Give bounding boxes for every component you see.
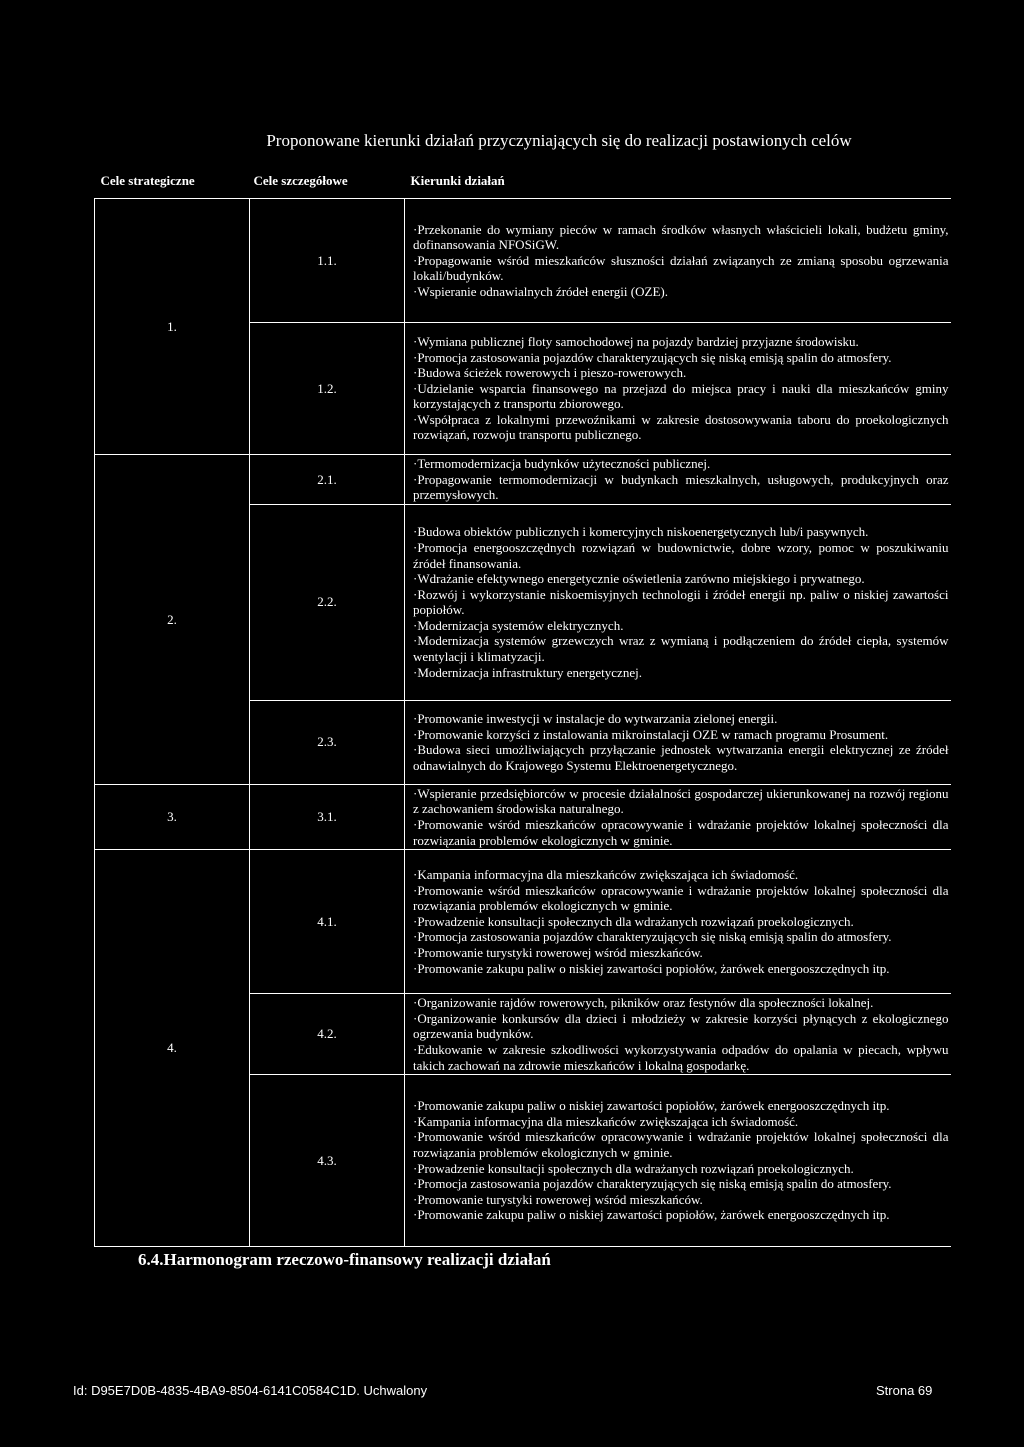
action-item: ·Budowa sieci umożliwiających przyłączanie jednostek wytwarzania energii elektrycznej ze źródeł odnawialnych do Krajowego Systemu Elektroenergetycznego.: [413, 742, 949, 773]
action-item: ·Kampania informacyjna dla mieszkańców zwiększająca ich świadomość.: [413, 867, 799, 883]
action-item: ·Budowa ścieżek rowerowych i pieszo-rowerowych.: [413, 365, 687, 381]
action-item: ·Prowadzenie konsultacji społecznych dla wdrażanych rozwiązań proekologicznych.: [413, 913, 854, 929]
action-directions-cell: [405, 504, 951, 700]
page-title: Proponowane kierunki działań przyczyniających się do realizacji postawionych celów: [266, 131, 852, 150]
action-item: ·Modernizacja infrastruktury energetycznej.: [413, 664, 642, 680]
table-row: [95, 455, 951, 505]
action-item: ·Organizowanie konkursów dla dzieci i młodzieży w zakresie korzyści płynących z ekologicznego ogrzewania budynków.: [413, 1010, 949, 1042]
action-item: ·Promowanie turystyki rowerowej wśród mieszkańców.: [413, 945, 703, 961]
specific-goal-number: 4.2.: [250, 994, 405, 1075]
table-row: [95, 784, 951, 849]
specific-goal-number: 1.2.: [250, 323, 405, 455]
action-directions-cell: [405, 994, 951, 1075]
goals-table: [94, 164, 951, 1247]
document-id: Id: D95E7D0B-4835-4BA9-8504-6141C0584C1D. Uchwalony: [73, 1383, 428, 1398]
action-item: ·Wspieranie przedsiębiorców w procesie działalności gospodarczej ukierunkowanej na rozwój regionu z zachowaniem środowiska naturalnego.: [413, 785, 949, 817]
specific-goal-number: 4.1.: [250, 850, 405, 994]
table-body: [95, 199, 951, 1247]
strategic-goal-number: 1.: [95, 199, 250, 455]
action-directions-cell: [405, 850, 951, 994]
action-item: ·Promowanie zakupu paliw o niskiej zawartości popiołów, żarówek energooszczędnych itp.: [413, 960, 890, 976]
action-item: ·Udzielanie wsparcia finansowego na przejazd do miejsca pracy i nauki dla mieszkańców gminy korzystających z transportu zbiorowego.: [413, 380, 949, 412]
action-item: ·Wymiana publicznej floty samochodowej na pojazdy bardziej przyjazne środowisku.: [413, 333, 859, 349]
action-item: ·Prowadzenie konsultacji społecznych dla wdrażanych rozwiązań proekologicznych.: [413, 1160, 854, 1176]
action-item: ·Promowanie zakupu paliw o niskiej zawartości popiołów, żarówek energooszczędnych itp.: [413, 1207, 890, 1223]
specific-goal-number: 2.3.: [250, 700, 405, 784]
action-item: ·Promowanie wśród mieszkańców opracowywanie i wdrażanie projektów lokalnej społeczności dla rozwiązania problemów ekologicznych w gminie.: [413, 1129, 949, 1161]
action-item: ·Promocja zastosowania pojazdów charakteryzujących się niską emisją spalin do atmosfery.: [413, 349, 892, 365]
header-specific-goals: Cele szczegółowe: [250, 164, 405, 199]
action-item: ·Propagowanie termomodernizacji w budynkach mieszkalnych, usługowych, produkcyjnych oraz przemysłowych.: [413, 471, 949, 503]
table-header-row: [95, 164, 951, 199]
action-item: ·Promowanie wśród mieszkańców opracowywanie i wdrażanie projektów lokalnej społeczności dla rozwiązania problemów ekologicznych w gminie.: [413, 882, 949, 914]
specific-goal-number: 2.1.: [250, 455, 405, 505]
specific-goal-number: 2.2.: [250, 504, 405, 700]
action-item: ·Współpraca z lokalnymi przewoźnikami w zakresie dostosowywania taboru do proekologicznych rozwiązań, rozwoju transportu publicznego.: [413, 411, 949, 443]
action-item: ·Przekonanie do wymiany pieców w ramach środków własnych właścicieli lokali, budżetu gminy, dofinansowania NFOSiGW.: [413, 221, 949, 253]
action-item: ·Budowa obiektów publicznych i komercyjnych niskoenergetycznych lub/i pasywnych.: [413, 524, 869, 540]
strategic-goal-number: 4.: [95, 850, 250, 1247]
action-item: ·Edukowanie w zakresie szkodliwości wykorzystywania odpadów do opalania w piecach, wpływu takich zachowań na zdrowie mieszkańców i lokalną gospodarkę.: [413, 1041, 949, 1073]
action-item: ·Promowanie inwestycji w instalacje do wytwarzania zielonej energii.: [413, 711, 778, 727]
specific-goal-number: 1.1.: [250, 199, 405, 323]
action-directions-cell: [405, 700, 951, 784]
action-directions-cell: [405, 784, 951, 849]
section-heading: 6.4.Harmonogram rzeczowo-finansowy realizacji działań: [138, 1250, 551, 1269]
action-item: ·Modernizacja systemów grzewczych wraz z wymianą i podłączeniem do źródeł ciepła, systemów wentylacji i klimatyzacji.: [413, 633, 949, 665]
action-item: ·Promowanie turystyki rowerowej wśród mieszkańców.: [413, 1191, 703, 1207]
specific-goal-number: 3.1.: [250, 784, 405, 849]
table-row: [95, 199, 951, 323]
header-action-directions: Kierunki działań: [405, 164, 951, 199]
action-item: ·Promocja energooszczędnych rozwiązań w budownictwie, dobre wzory, pomoc w poszukiwaniu źródeł finansowania.: [413, 539, 949, 571]
action-item: ·Wdrażanie efektywnego energetycznie oświetlenia zarówno miejskiego i prywatnego.: [413, 571, 865, 587]
strategic-goal-number: 3.: [95, 784, 250, 849]
action-item: ·Kampania informacyjna dla mieszkańców zwiększająca ich świadomość.: [413, 1113, 799, 1129]
action-item: ·Promowanie korzyści z instalowania mikroinstalacji OZE w ramach programu Prosument.: [413, 726, 889, 742]
action-item: ·Termomodernizacja budynków użyteczności publicznej.: [413, 456, 711, 471]
action-item: ·Rozwój i wykorzystanie niskoemisyjnych technologii i źródeł energii np. paliw o niskiej zawartości popiołów.: [413, 586, 949, 618]
page-number: Strona 69: [876, 1383, 933, 1398]
action-directions-cell: [405, 323, 951, 455]
action-item: ·Organizowanie rajdów rowerowych, pikników oraz festynów dla społeczności lokalnej.: [413, 995, 874, 1011]
table-row: [95, 850, 951, 994]
action-directions-cell: [405, 199, 951, 323]
action-item: ·Wspieranie odnawialnych źródeł energii (OZE).: [413, 283, 668, 299]
header-strategic-goals: Cele strategiczne: [95, 164, 250, 199]
action-item: ·Promocja zastosowania pojazdów charakteryzujących się niską emisją spalin do atmosfery.: [413, 1176, 892, 1192]
action-directions-cell: [405, 455, 951, 505]
specific-goal-number: 4.3.: [250, 1075, 405, 1247]
action-item: ·Promowanie zakupu paliw o niskiej zawartości popiołów, żarówek energooszczędnych itp.: [413, 1098, 890, 1114]
action-directions-cell: [405, 1075, 951, 1247]
action-item: ·Modernizacja systemów elektrycznych.: [413, 617, 624, 633]
action-item: ·Promowanie wśród mieszkańców opracowywanie i wdrażanie projektów lokalnej społeczności dla rozwiązania problemów ekologicznych w gminie.: [413, 816, 949, 848]
strategic-goal-number: 2.: [95, 455, 250, 785]
action-item: ·Propagowanie wśród mieszkańców słuszności działań związanych ze zmianą sposobu ogrzewania lokali/budynków.: [413, 252, 949, 284]
action-item: ·Promocja zastosowania pojazdów charakteryzujących się niską emisją spalin do atmosfery.: [413, 929, 892, 945]
